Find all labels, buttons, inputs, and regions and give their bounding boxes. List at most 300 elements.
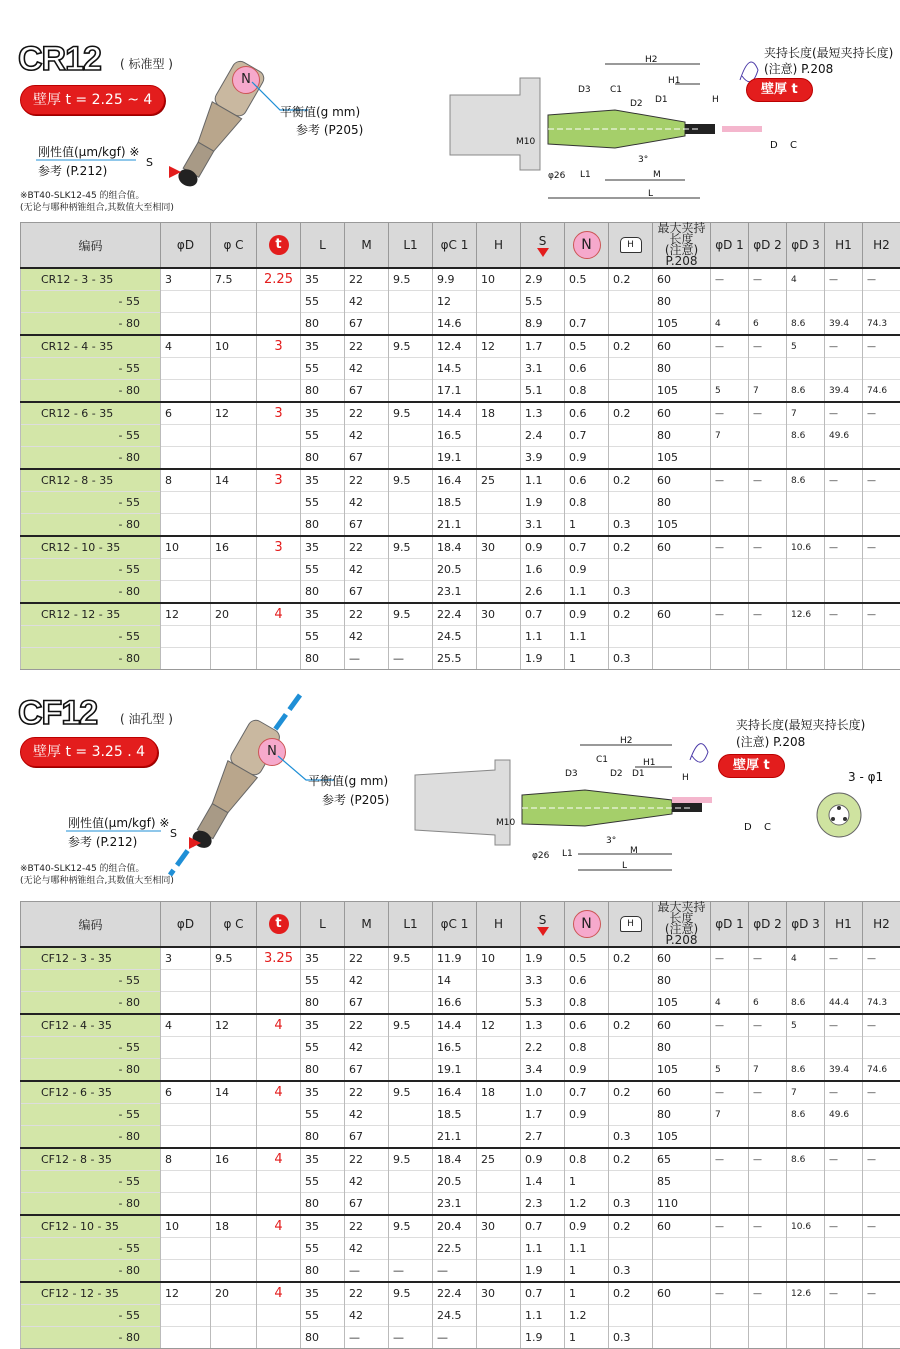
table-cell: 5.3	[521, 992, 565, 1015]
table-cell: —	[825, 1148, 863, 1171]
table-cell: 0.3	[609, 1193, 653, 1216]
table-cell: 105	[653, 514, 711, 537]
table-cell: 55	[301, 492, 345, 514]
table-cell: 2.3	[521, 1193, 565, 1216]
table-cell: 42	[345, 1104, 389, 1126]
table-cell: 80	[301, 992, 345, 1015]
table-cell: 67	[345, 447, 389, 470]
table-cell	[749, 1327, 787, 1349]
table-cell	[711, 1260, 749, 1283]
table-cell: 35	[301, 1282, 345, 1305]
oil-hole-end-view	[814, 790, 864, 840]
table-cell	[161, 559, 211, 581]
table-cell: 39.4	[825, 313, 863, 336]
table-cell: - 80	[21, 313, 161, 336]
table-cell	[257, 1305, 301, 1327]
table-cell: 3	[257, 536, 301, 559]
table-cell: 16	[211, 536, 257, 559]
table-cell: 22	[345, 268, 389, 291]
table-cell	[825, 1171, 863, 1193]
table-row	[21, 1059, 900, 1082]
table-cell: 20.5	[433, 1171, 477, 1193]
table-cell	[161, 425, 211, 447]
table-cell	[863, 447, 900, 470]
column-header: φD 3	[787, 902, 825, 948]
table-cell: —	[825, 1081, 863, 1104]
table-cell: 9.5	[389, 1148, 433, 1171]
svg-text:D: D	[770, 140, 778, 151]
table-cell: 74.3	[863, 992, 900, 1015]
table-row	[21, 1037, 900, 1059]
table-cell: 22	[345, 1014, 389, 1037]
column-header: φ C	[211, 902, 257, 948]
table-cell: CR12 - 6 - 35	[21, 402, 161, 425]
column-header	[257, 902, 301, 948]
table-cell: —	[711, 1148, 749, 1171]
table-cell: 80	[653, 291, 711, 313]
table-cell	[477, 1238, 521, 1260]
table-cell: —	[825, 335, 863, 358]
note	[20, 190, 174, 214]
table-row	[21, 626, 900, 648]
table-cell	[161, 1126, 211, 1149]
table-cell: 30	[477, 603, 521, 626]
table-cell	[211, 1238, 257, 1260]
table-cell: —	[749, 469, 787, 492]
table-cell: 5	[787, 335, 825, 358]
technical-drawing	[410, 730, 830, 880]
table-cell: 6	[161, 402, 211, 425]
table-cell: 55	[301, 291, 345, 313]
table-cell	[477, 425, 521, 447]
table-cell	[609, 291, 653, 313]
table-row	[21, 447, 900, 470]
table-cell: —	[749, 1215, 787, 1238]
table-cell: 9.5	[389, 1014, 433, 1037]
table-cell: 16.5	[433, 425, 477, 447]
table-cell: 0.8	[565, 1148, 609, 1171]
table-cell	[787, 1327, 825, 1349]
table-cell: 22	[345, 536, 389, 559]
table-cell: 35	[301, 1081, 345, 1104]
table-cell: —	[863, 469, 900, 492]
table-header	[21, 902, 900, 948]
svg-text:D2: D2	[630, 99, 643, 109]
t-icon: t	[269, 914, 289, 934]
table-cell	[477, 1059, 521, 1082]
table-cell: 17.1	[433, 380, 477, 403]
table-header	[21, 223, 900, 269]
table-row	[21, 268, 900, 291]
clamp-length-ref: (注意) P.208	[764, 60, 833, 77]
svg-text:L1: L1	[580, 170, 591, 180]
table-cell	[711, 1171, 749, 1193]
table-cell	[257, 970, 301, 992]
balance-n-icon: N	[258, 738, 286, 766]
table-cell: 3	[161, 947, 211, 970]
table-cell: 8.6	[787, 1059, 825, 1082]
rigidity-arrow	[66, 823, 206, 853]
table-cell: - 55	[21, 1305, 161, 1327]
table-cell	[257, 1059, 301, 1082]
s-arrow-icon	[537, 248, 549, 257]
wall-t-badge: 壁厚 t	[746, 78, 813, 102]
table-cell	[825, 648, 863, 670]
column-header: 编码	[21, 223, 161, 269]
table-cell: —	[711, 1282, 749, 1305]
table-cell	[711, 970, 749, 992]
table-cell: 67	[345, 581, 389, 604]
table-cell: 4	[257, 1215, 301, 1238]
clamp-length-label: 夹持长度(最短夹持长度)	[736, 716, 865, 733]
table-cell: 0.9	[565, 1059, 609, 1082]
table-cell: 105	[653, 992, 711, 1015]
table-cell: 10	[211, 335, 257, 358]
table-cell: —	[433, 1327, 477, 1349]
table-cell: 42	[345, 425, 389, 447]
table-row	[21, 603, 900, 626]
table-cell: 16.5	[433, 1037, 477, 1059]
svg-text:C: C	[764, 822, 771, 833]
table-cell: 22.5	[433, 1238, 477, 1260]
table-cell	[825, 970, 863, 992]
table-cell: 0.7	[565, 425, 609, 447]
table-cell	[477, 1126, 521, 1149]
table-cell: 9.5	[389, 536, 433, 559]
table-cell	[787, 1193, 825, 1216]
table-cell: 4	[711, 992, 749, 1015]
table-cell	[609, 1238, 653, 1260]
table-cell	[389, 559, 433, 581]
table-cell: 0.3	[609, 648, 653, 670]
column-header: φC 1	[433, 902, 477, 948]
table-cell	[749, 1238, 787, 1260]
table-cell: —	[749, 1081, 787, 1104]
table-cell: 42	[345, 1238, 389, 1260]
table-cell	[389, 425, 433, 447]
table-cell: —	[345, 1327, 389, 1349]
table-cell	[711, 1126, 749, 1149]
table-row	[21, 514, 900, 537]
table-cell: 1.4	[521, 1171, 565, 1193]
table-cell: —	[863, 1014, 900, 1037]
table-cell: - 80	[21, 992, 161, 1015]
clamp-length-label: 夹持长度(最短夹持长度)	[764, 44, 893, 61]
table-cell: 35	[301, 1215, 345, 1238]
table-cell: - 55	[21, 970, 161, 992]
table-cell: - 55	[21, 1171, 161, 1193]
table-cell	[257, 1037, 301, 1059]
table-cell	[477, 313, 521, 336]
table-cell: 4	[787, 947, 825, 970]
table-cell: 55	[301, 1037, 345, 1059]
table-cell	[389, 1037, 433, 1059]
clamp-length-ref: (注意) P.208	[736, 733, 805, 750]
table-cell: 10	[477, 268, 521, 291]
table-cell: 35	[301, 947, 345, 970]
table-cell: —	[825, 402, 863, 425]
table-cell: 9.5	[389, 335, 433, 358]
table-cell: 1.1	[565, 626, 609, 648]
table-cell: - 55	[21, 1238, 161, 1260]
table-cell: 18	[211, 1215, 257, 1238]
table-cell: 80	[301, 1260, 345, 1283]
table-cell: 20	[211, 603, 257, 626]
table-cell: 0.9	[565, 447, 609, 470]
svg-text:3°: 3°	[606, 836, 616, 846]
table-cell: 80	[301, 313, 345, 336]
table-cell: —	[825, 1014, 863, 1037]
table-cell: 42	[345, 492, 389, 514]
column-header: H2	[863, 223, 900, 269]
table-cell	[161, 447, 211, 470]
table-cell	[389, 1238, 433, 1260]
table-cell: —	[711, 402, 749, 425]
table-cell: 67	[345, 1059, 389, 1082]
table-cell: 42	[345, 291, 389, 313]
cr12-spec-table	[20, 222, 900, 670]
table-cell: 3.4	[521, 1059, 565, 1082]
column-header: φC 1	[433, 223, 477, 269]
column-header: φD 1	[711, 902, 749, 948]
table-cell: 1	[565, 1282, 609, 1305]
table-cell	[825, 1305, 863, 1327]
table-cell	[787, 514, 825, 537]
table-cell: —	[389, 648, 433, 670]
table-cell	[257, 380, 301, 403]
table-cell: 16	[211, 1148, 257, 1171]
svg-text:M10: M10	[516, 137, 535, 147]
table-cell: - 80	[21, 648, 161, 670]
table-cell: 55	[301, 559, 345, 581]
table-cell	[711, 1037, 749, 1059]
table-cell	[211, 380, 257, 403]
table-cell	[863, 1260, 900, 1283]
table-cell: 0.8	[565, 1037, 609, 1059]
table-cell: —	[711, 335, 749, 358]
table-cell: CF12 - 3 - 35	[21, 947, 161, 970]
model-title: CF12	[18, 694, 97, 733]
t-icon: t	[269, 235, 289, 255]
table-cell: 16.6	[433, 992, 477, 1015]
table-cell: 25	[477, 469, 521, 492]
table-cell	[609, 358, 653, 380]
table-cell	[211, 1327, 257, 1349]
table-cell: 80	[301, 581, 345, 604]
table-cell: 80	[301, 514, 345, 537]
n-icon: N	[573, 231, 601, 259]
table-cell: 22	[345, 469, 389, 492]
table-cell	[825, 447, 863, 470]
svg-text:3°: 3°	[638, 155, 648, 165]
table-cell: —	[433, 1260, 477, 1283]
rigidity-label: 刚性值(μm/kgf) ※	[38, 143, 139, 160]
table-cell	[211, 447, 257, 470]
table-cell	[863, 1193, 900, 1216]
table-cell: 0.5	[565, 335, 609, 358]
table-cell: —	[711, 603, 749, 626]
table-cell: 5.5	[521, 291, 565, 313]
table-cell	[787, 626, 825, 648]
table-cell: —	[825, 1215, 863, 1238]
table-cell: CR12 - 4 - 35	[21, 335, 161, 358]
table-cell: 23.1	[433, 1193, 477, 1216]
rigidity-label: 刚性值(μm/kgf) ※	[68, 814, 169, 831]
table-cell: 18.4	[433, 1148, 477, 1171]
table-cell: 1.2	[565, 1305, 609, 1327]
table-cell	[211, 1126, 257, 1149]
table-cell: 7	[711, 1104, 749, 1126]
table-cell	[749, 447, 787, 470]
table-cell: CF12 - 8 - 35	[21, 1148, 161, 1171]
table-cell: 8.6	[787, 425, 825, 447]
table-cell: 80	[653, 358, 711, 380]
svg-text:M: M	[653, 170, 661, 180]
table-cell	[863, 514, 900, 537]
table-cell: - 55	[21, 626, 161, 648]
table-cell	[211, 1193, 257, 1216]
table-cell: 6	[161, 1081, 211, 1104]
table-cell: 105	[653, 1059, 711, 1082]
table-cell: 105	[653, 313, 711, 336]
table-cell: —	[749, 402, 787, 425]
table-cell	[389, 1305, 433, 1327]
table-cell	[389, 514, 433, 537]
table-cell	[609, 1171, 653, 1193]
table-row	[21, 1126, 900, 1149]
table-cell: 22.4	[433, 1282, 477, 1305]
table-cell	[711, 1305, 749, 1327]
table-cell: 1.9	[521, 1260, 565, 1283]
table-cell	[787, 648, 825, 670]
table-cell	[609, 970, 653, 992]
table-cell	[257, 559, 301, 581]
n-icon: N	[573, 910, 601, 938]
table-cell: 3	[257, 469, 301, 492]
table-cell	[749, 291, 787, 313]
table-cell: 7	[787, 1081, 825, 1104]
table-cell: 35	[301, 469, 345, 492]
table-cell: 65	[653, 1148, 711, 1171]
table-cell	[863, 1305, 900, 1327]
s-arrow-icon	[537, 927, 549, 936]
table-body	[21, 947, 900, 1349]
table-cell: 80	[653, 1037, 711, 1059]
table-cell: —	[711, 947, 749, 970]
column-header: φ C	[211, 223, 257, 269]
svg-text:C1: C1	[610, 85, 622, 95]
table-cell	[749, 358, 787, 380]
table-cell	[609, 425, 653, 447]
table-cell	[787, 1126, 825, 1149]
column-header: φD 3	[787, 223, 825, 269]
table-cell	[161, 1037, 211, 1059]
table-cell: 49.6	[825, 1104, 863, 1126]
table-row	[21, 1327, 900, 1349]
table-cell	[749, 514, 787, 537]
table-cell: 0.6	[565, 1014, 609, 1037]
table-cell	[653, 1238, 711, 1260]
table-cell	[653, 648, 711, 670]
table-row	[21, 1238, 900, 1260]
table-cell: 42	[345, 1037, 389, 1059]
table-cell: 39.4	[825, 380, 863, 403]
table-cell	[863, 1037, 900, 1059]
table-cell	[787, 1260, 825, 1283]
table-cell	[863, 1327, 900, 1349]
column-header	[609, 902, 653, 948]
svg-text:D1: D1	[655, 95, 668, 105]
table-cell: 0.8	[565, 992, 609, 1015]
table-cell: 60	[653, 469, 711, 492]
table-cell: 0.2	[609, 947, 653, 970]
table-cell: 16.4	[433, 1081, 477, 1104]
table-cell	[653, 1260, 711, 1283]
table-cell	[653, 626, 711, 648]
table-cell: 80	[301, 1193, 345, 1216]
table-cell: 80	[301, 1327, 345, 1349]
table-cell: —	[825, 268, 863, 291]
table-cell: 55	[301, 1238, 345, 1260]
table-cell: 0.6	[565, 402, 609, 425]
table-cell: 0.3	[609, 581, 653, 604]
table-cell	[161, 992, 211, 1015]
table-cell: 1.1	[565, 1238, 609, 1260]
table-cell: 4	[161, 1014, 211, 1037]
table-cell: 35	[301, 536, 345, 559]
svg-text:S: S	[170, 827, 177, 840]
cf12-section	[0, 680, 900, 1332]
table-cell: 0.3	[609, 1260, 653, 1283]
table-cell	[257, 648, 301, 670]
table-cell	[477, 1104, 521, 1126]
table-cell: 1	[565, 648, 609, 670]
column-header: φD 1	[711, 223, 749, 269]
table-cell: 60	[653, 1215, 711, 1238]
table-cell	[389, 970, 433, 992]
table-cell: 1.1	[521, 1238, 565, 1260]
table-cell: 6	[749, 313, 787, 336]
table-cell: 80	[653, 492, 711, 514]
column-header	[565, 223, 609, 269]
table-cell	[211, 1037, 257, 1059]
table-cell: 55	[301, 626, 345, 648]
table-cell: 35	[301, 335, 345, 358]
table-cell: 1.1	[521, 626, 565, 648]
table-cell: 67	[345, 992, 389, 1015]
table-cell	[257, 1104, 301, 1126]
table-cell: 10.6	[787, 536, 825, 559]
table-cell	[863, 492, 900, 514]
model-type: ( 标准型 )	[120, 55, 173, 72]
table-cell: —	[825, 469, 863, 492]
note-line-2: (无论与哪种柄锥组合,其数值大至相同)	[20, 202, 174, 214]
table-cell: 12	[477, 1014, 521, 1037]
table-cell: —	[711, 268, 749, 291]
table-cell	[211, 1260, 257, 1283]
svg-text:H1: H1	[668, 76, 681, 86]
table-cell: 0.5	[565, 947, 609, 970]
svg-text:M10: M10	[496, 818, 515, 828]
table-cell	[477, 559, 521, 581]
column-header: H	[477, 902, 521, 948]
table-cell: 30	[477, 1282, 521, 1305]
svg-text:D2: D2	[610, 769, 623, 779]
table-cell	[749, 1193, 787, 1216]
table-cell	[711, 1193, 749, 1216]
table-cell: 9.5	[389, 402, 433, 425]
table-cell: 60	[653, 268, 711, 291]
